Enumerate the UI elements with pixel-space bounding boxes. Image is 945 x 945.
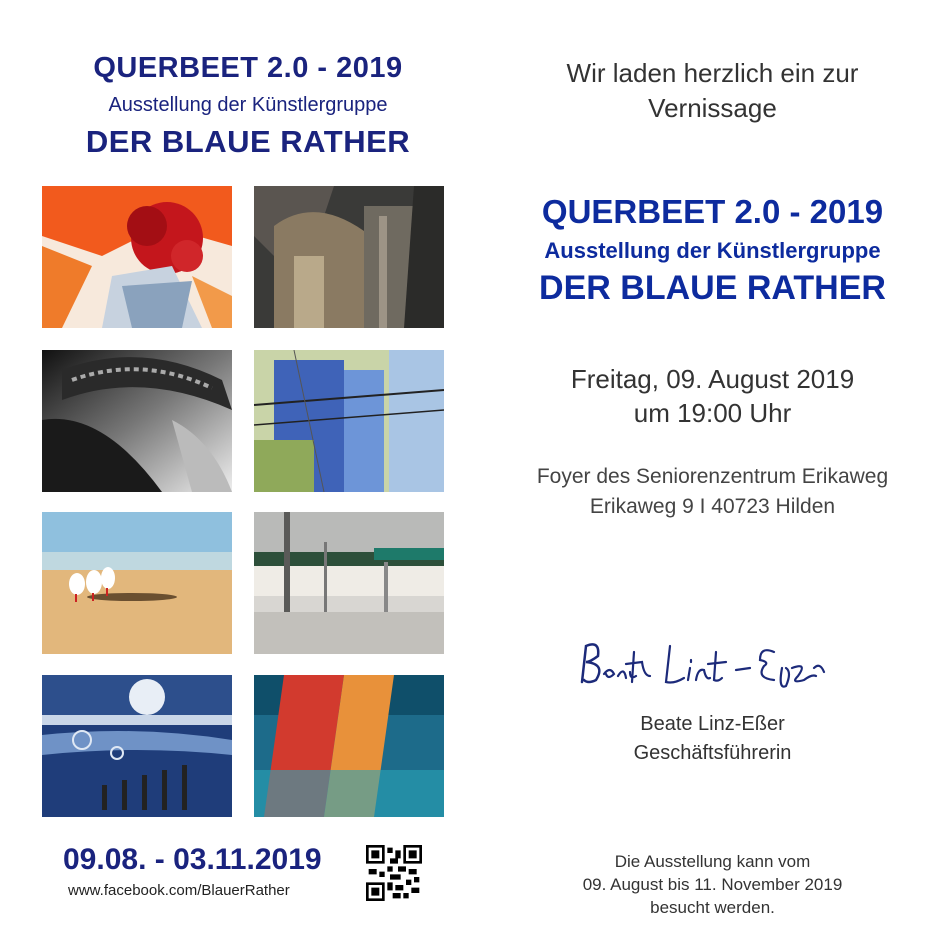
artwork-blue-cityscape — [254, 350, 444, 492]
artwork-color-blocks — [254, 675, 444, 817]
invitation-intro — [480, 56, 945, 126]
flyer-title: QUERBEET 2.0 - 2019 — [93, 52, 403, 84]
qr-code — [366, 845, 422, 901]
exhibition-note — [480, 850, 945, 919]
note-line-3: besucht werden. — [650, 898, 775, 917]
invite-line-1: Wir laden herzlich ein zur — [566, 58, 859, 88]
flyer-dates: 09.08. - 03.11.2019 — [63, 843, 322, 876]
artwork-moon-seascape — [42, 675, 232, 817]
invite-line-2: Vernissage — [648, 93, 777, 123]
signer-block — [480, 710, 945, 768]
artwork-bw-architecture — [42, 350, 232, 492]
invitation-subtitle: Ausstellung der Künstlergruppe — [544, 238, 881, 263]
event-time: um 19:00 Uhr — [633, 398, 792, 428]
signer-name: Beate Linz-Eßer — [640, 713, 785, 735]
artwork-stone-arch — [254, 186, 444, 328]
invitation-title: QUERBEET 2.0 - 2019 — [541, 193, 884, 230]
flyer-url: www.facebook.com/BlauerRather — [68, 882, 290, 899]
venue-line-1: Foyer des Seniorenzentrum Erikaweg — [536, 465, 889, 488]
signer-role: Geschäftsführerin — [633, 742, 792, 764]
flyer-subtitle: Ausstellung der Künstlergruppe — [108, 94, 388, 116]
invitation-group-name: DER BLAUE RATHER — [539, 269, 886, 307]
flyer-group-name: DER BLAUE RATHER — [85, 124, 411, 159]
exhibition-flyer — [28, 20, 468, 925]
artwork-seagulls-beach — [42, 512, 232, 654]
note-line-2: 09. August bis 11. November 2019 — [582, 875, 843, 894]
artwork-abstract-landscape — [254, 512, 444, 654]
note-line-1: Die Ausstellung kann vom — [614, 852, 811, 871]
artwork-red-flower — [42, 186, 232, 328]
event-venue — [480, 462, 945, 522]
handwritten-signature — [560, 632, 860, 692]
event-datetime — [480, 362, 945, 430]
event-date: Freitag, 09. August 2019 — [570, 364, 855, 394]
venue-line-2: Erikaweg 9 I 40723 Hilden — [589, 495, 836, 518]
